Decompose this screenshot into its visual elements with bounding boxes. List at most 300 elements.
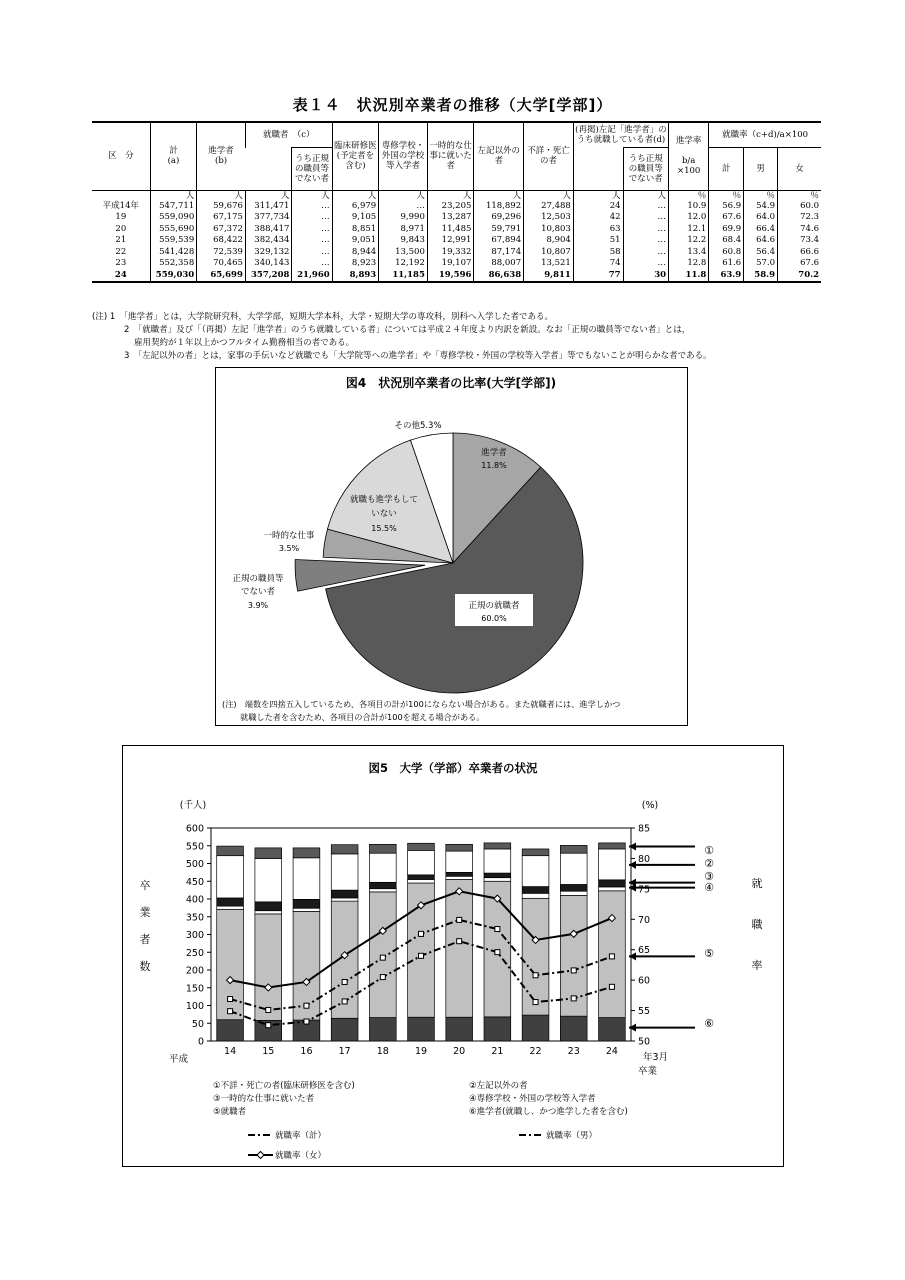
header-kei: 計 (a) [150,122,197,190]
table-cell: ％ [778,190,822,201]
table-cell: 12,192 [379,258,428,270]
bar-segment-ichiji [293,899,320,908]
table-cell: 8,851 [332,224,379,236]
table-row [92,201,821,213]
right-axis-char: 率 [751,959,763,972]
table-cell: 559,539 [150,235,197,247]
table-cell: ％ [709,190,744,201]
table-cell: 11,485 [427,224,474,236]
bar-segment-ichiji [484,873,511,878]
table-cell: 10.9 [669,201,709,213]
point-marker [342,979,347,984]
table-cell: 67,175 [197,212,246,224]
point-marker [342,999,347,1004]
table-cell: 人 [474,190,524,201]
figure4-pie-chart [216,368,687,725]
table-cell: 30 [623,270,668,283]
table-cell: 12.1 [669,224,709,236]
y-tick-label: 450 [185,876,204,888]
point-marker [228,997,233,1002]
marker-label: ① [704,844,714,857]
x-suffix-2: 卒業 [638,1066,658,1077]
point-marker [266,1007,271,1012]
figure5-title: 図5 大学（学部）卒業者の状況 [368,761,538,775]
y2-tick-label: 65 [638,945,651,957]
table-cell: 67.6 [709,212,744,224]
label-ichiji: 一時的な仕事 [263,531,315,541]
y-tick-label: 400 [185,894,204,906]
bar-segment-fusho [522,849,549,856]
table-cell: 59,791 [474,224,524,236]
bar-segment-sakki [522,856,549,887]
table-cell: 552,358 [150,258,197,270]
figure5-chart [123,746,783,1166]
bar-segment-fusho [369,844,396,853]
header-shushoku: 就職者 （c） [245,122,332,148]
y-tick-label: 50 [191,1018,204,1030]
header-senshu: 専修学校・外国の学校等入学者 [379,122,428,190]
table-row [92,258,821,270]
table-cell: 9,843 [379,235,428,247]
table-cell: 人 [379,190,428,201]
bar-segment-ichiji [255,902,282,911]
table-cell: 19 [115,212,127,222]
table-cell: 559,030 [150,270,197,283]
table-cell: 67,372 [197,224,246,236]
table-cell: 人 [427,190,474,201]
table-cell: … [623,235,668,247]
table-cell: 59,676 [197,201,246,213]
figure4-note-1: (注) 端数を四捨五入しているため、各項目の計が100にならない場合がある。また就職者には、進学しかつ [222,699,621,709]
legend-item: ⑥進学者(就職し、かつ進学した者を含む) [469,1107,628,1117]
bar-segment-sakki [484,849,511,873]
x-tick-label: 17 [338,1046,351,1057]
table14-title: 表１４ 状況別卒業者の推移（大学[学部]） [292,96,613,114]
bar-segment-fusho [217,846,244,856]
right-unit: (%) [641,800,659,811]
table-cell: 19,107 [427,258,474,270]
bar-segment-fusho [484,843,511,849]
bar-segment-ichiji [446,872,473,876]
figure4-frame [215,367,688,726]
table-cell: 68.4 [709,235,744,247]
table-cell: 51 [573,235,623,247]
table-cell: 10,807 [524,247,574,259]
label-sonota: その他5.3% [394,421,442,431]
table-cell: ％ [669,190,709,201]
table-cell: … [623,224,668,236]
table-cell: 42 [573,212,623,224]
value-seiki: 60.0% [481,614,507,623]
table-cell: 21 [115,235,127,245]
legend-line-label: 就職率（男） [546,1131,598,1141]
table-cell: 88,007 [474,258,524,270]
bar-segment-ichiji [217,898,244,906]
header-rate-male: 男 [744,148,778,191]
table-cell: 65,699 [197,270,246,283]
note-2-cont: 雇用契約が１年以上かつフルタイム勤務相当の者である。 [134,338,355,348]
point-marker [304,1019,309,1024]
table-cell: 87,174 [474,247,524,259]
table-cell: 73.4 [778,235,822,247]
header-rinsho: 臨床研修医(予定者を含む) [332,122,379,190]
header-rate-kei: 計 [709,148,744,191]
table-cell: 64.6 [744,235,778,247]
y-tick-label: 0 [197,1036,204,1048]
table-cell: 60.8 [709,247,744,259]
header-fusho: 不詳・死亡の者 [524,122,574,190]
table-cell: 311,471 [245,201,292,213]
table-cell: 11.8 [669,270,709,283]
y-tick-label: 350 [185,912,204,924]
table-cell: 人 [150,190,197,201]
value-shingaku: 11.8% [481,461,507,470]
label-hiseiki-2: でない者 [240,587,276,597]
x-tick-label: 23 [567,1046,580,1057]
table-cell: 22 [115,246,127,257]
table-cell: 12.8 [669,258,709,270]
table-cell: … [292,201,332,213]
table-cell: 70.2 [778,270,822,283]
marker-label: ② [704,857,714,870]
bar-segment-fusho [599,843,626,849]
table-cell: … [623,212,668,224]
header-saikei: (再掲)左記「進学者」のうち就職している者(d) [573,122,668,148]
table-cell: … [292,235,332,247]
table-row [92,270,821,283]
point-marker [571,996,576,1001]
header-saikei-hiseiki: うち正規の職員等でない者 [623,148,668,191]
table-cell: 63.9 [709,270,744,283]
table-cell: 人 [573,190,623,201]
figure4-title: 図4 状況別卒業者の比率(大学[学部]) [345,376,557,390]
table-cell: 23 [115,258,127,268]
marker-arrowhead [629,884,636,892]
point-marker [304,1003,309,1008]
point-marker [419,953,424,958]
table-cell: 人 [524,190,574,201]
legend-item: ⑤就職者 [213,1107,247,1117]
table-cell: 382,434 [245,235,292,247]
left-axis-char: 卒 [139,879,151,892]
y2-tick-label: 75 [638,884,651,896]
table-cell: 70,465 [197,258,246,270]
table-cell: 12.0 [669,212,709,224]
header-sakki: 左記以外の者 [474,122,524,190]
table-cell: 86,638 [474,270,524,283]
table-cell: 60.0 [778,201,822,213]
x-tick-label: 19 [414,1046,428,1057]
bar-segment-senshu [408,879,435,883]
table-cell: 67,894 [474,235,524,247]
table-cell: 118,892 [474,201,524,213]
table-cell: 388,417 [245,224,292,236]
bar-segment-shushoku [522,898,549,1015]
x-tick-label: 22 [529,1046,542,1057]
table-cell: 555,690 [150,224,197,236]
bar-segment-sakki [408,850,435,874]
bar-segment-sakki [293,858,320,900]
x-tick-label: 20 [453,1046,466,1057]
legend-item: ③一時的な仕事に就いた者 [213,1094,315,1104]
y2-tick-label: 60 [638,975,651,987]
bar-segment-ichiji [408,875,435,880]
table-cell: … [623,258,668,270]
table-cell: 13,287 [427,212,474,224]
y2-tick-label: 50 [638,1036,651,1048]
bar-segment-sakki [599,849,626,880]
marker-label: ⑥ [704,1017,714,1030]
point-marker [457,917,462,922]
label-shingaku: 進学者 [481,448,507,458]
legend-diamond-marker [257,1152,264,1159]
table-cell: 13.4 [669,247,709,259]
table-cell: ％ [744,190,778,201]
x-tick-label: 18 [376,1046,389,1057]
bar-segment-shushoku [446,879,473,1017]
bar-segment-shingaku [331,1018,358,1041]
bar-segment-fusho [560,845,587,853]
header-shushoku-hiseiki: うち正規の職員等でない者 [292,148,332,191]
table-cell: … [292,212,332,224]
x-tick-label: 15 [262,1046,275,1057]
bar-segment-senshu [446,876,473,879]
table-cell: … [292,258,332,270]
right-axis-label [752,876,763,972]
header-ichiji: 一時的な仕事に就いた者 [427,122,474,190]
note-1: (注) 1 「進学者」とは，大学院研究科，大学学部，短期大学本科，大学・短期大学の専攻科，別科へ入学した者である。 [92,312,553,322]
bar-segment-sakki [331,854,358,890]
table-row [92,224,821,236]
header-shingaku: 進学者 (b) [197,122,246,190]
bar-segment-fusho [255,848,282,859]
table-cell: 72.3 [778,212,822,224]
figure5-frame [122,745,784,1167]
point-marker [533,973,538,978]
legend-item: ②左記以外の者 [469,1081,528,1091]
point-marker [228,1009,233,1014]
table-cell: 27,488 [524,201,574,213]
x-suffix-1: 年3月 [643,1052,669,1063]
table-cell: 8,971 [379,224,428,236]
table-cell: 58 [573,247,623,259]
table-cell: 12,991 [427,235,474,247]
table-cell: 56.4 [744,247,778,259]
bar-segment-senshu [255,911,282,914]
bar-segment-ichiji [369,882,396,888]
bar-segment-ichiji [599,880,626,887]
bar-segment-ichiji [331,890,358,898]
table-cell: 平成14年 [102,200,139,211]
label-nashi-1: 就職も進学もして [349,495,419,505]
table-cell: 12,503 [524,212,574,224]
header-kubun: 区 分 [92,122,150,190]
table-cell: 64.0 [744,212,778,224]
table-cell: 13,521 [524,258,574,270]
y2-tick-label: 80 [638,853,651,865]
value-nashi: 15.5% [371,524,397,533]
bar-segment-senshu [217,906,244,909]
bar-segment-fusho [331,845,358,854]
left-axis-char: 者 [139,933,151,946]
table-cell: 56.9 [709,201,744,213]
table-cell: 63 [573,224,623,236]
y-tick-label: 250 [185,947,204,959]
point-marker [419,931,424,936]
right-axis-char: 就 [751,877,763,890]
bar-segment-shingaku [599,1018,626,1041]
y2-tick-label: 85 [638,823,651,835]
table-cell: 8,904 [524,235,574,247]
table-cell: 13,500 [379,247,428,259]
marker-label: ③ [704,870,714,883]
marker-label: ④ [704,881,714,894]
table-cell: 57.0 [744,258,778,270]
table-cell: 77 [573,270,623,283]
y2-tick-label: 70 [638,914,651,926]
bar-segment-sakki [217,856,244,898]
bar-segment-sakki [446,851,473,872]
bar-segment-fusho [446,844,473,851]
marker-arrowhead [629,952,636,960]
table-cell: 72,539 [197,247,246,259]
bar-segment-shingaku [217,1020,244,1041]
point-marker [457,939,462,944]
marker-arrowhead [629,842,636,850]
table-cell: 69,296 [474,212,524,224]
bar-segment-shingaku [446,1017,473,1041]
point-marker [609,954,614,959]
bar-segment-shushoku [255,914,282,1021]
table-cell: 67.6 [778,258,822,270]
right-axis-char: 職 [751,918,763,931]
table-cell: 559,090 [150,212,197,224]
bar-segment-shingaku [522,1015,549,1041]
left-unit: (千人) [179,800,207,811]
bar-segment-senshu [293,908,320,911]
point-marker [571,968,576,973]
x-tick-label: 21 [491,1046,504,1057]
point-marker [495,950,500,955]
bar-segment-senshu [484,878,511,882]
legend-line-label: 就職率（女） [275,1151,327,1161]
table-cell: 66.4 [744,224,778,236]
point-marker [380,975,385,980]
x-tick-label: 24 [605,1046,618,1057]
table-cell: … [623,247,668,259]
table14 [92,121,821,283]
table-cell: 19,596 [427,270,474,283]
bar-segment-ichiji [522,887,549,894]
table-cell: 61.6 [709,258,744,270]
table-row [92,247,821,259]
y-tick-label: 150 [185,983,204,995]
table-cell: 9,990 [379,212,428,224]
bar-segment-shingaku [369,1018,396,1041]
table-cell: … [379,201,428,213]
table-cell: 人 [245,190,292,201]
value-hiseiki: 3.9% [247,601,269,610]
header-shushokuritsu: 就職率（c+d)/a×100 [709,122,821,148]
table-cell: 58.9 [744,270,778,283]
table-cell: 23,205 [427,201,474,213]
table-cell: 9,811 [524,270,574,283]
table-cell: 10,803 [524,224,574,236]
left-axis-label [140,878,151,973]
legend [213,1080,628,1161]
table-cell: 8,944 [332,247,379,259]
table-cell: 24 [92,270,150,283]
bar-segment-fusho [408,843,435,850]
table-cell: 377,734 [245,212,292,224]
point-marker [609,984,614,989]
bar-segment-senshu [599,887,626,891]
legend-line-label: 就職率（計） [275,1131,327,1141]
bar-segment-senshu [560,891,587,895]
bar-segment-senshu [369,889,396,892]
table-cell: 329,132 [245,247,292,259]
table-cell: 54.9 [744,201,778,213]
label-hiseiki-1: 正規の職員等 [232,574,284,584]
table-cell: 8,893 [332,270,379,283]
table-cell: 9,051 [332,235,379,247]
marker-arrowhead [629,1024,636,1032]
table-cell: 11,185 [379,270,428,283]
y-tick-label: 200 [185,965,204,977]
marker-arrowhead [629,861,636,869]
left-axis-char: 業 [139,906,151,919]
table-cell: 人 [197,190,246,201]
table-cell: 340,143 [245,258,292,270]
table-cell: 24 [573,201,623,213]
left-axis-char: 数 [139,960,151,973]
table-cell: 人 [332,190,379,201]
bar-segment-shingaku [484,1017,511,1041]
table-cell: 541,428 [150,247,197,259]
bar-segment-shushoku [217,909,244,1019]
table-cell: 357,208 [245,270,292,283]
table-row [92,212,821,224]
y-tick-label: 100 [185,1001,204,1012]
table-cell: 19,332 [427,247,474,259]
table-cell: 6,979 [332,201,379,213]
header-rate-female: 女 [778,148,822,191]
bar-segment-sakki [255,859,282,902]
table-cell: 547,711 [150,201,197,213]
marker-label: ⑤ [704,947,714,960]
value-ichiji: 3.5% [278,544,300,553]
point-marker [533,1000,538,1005]
table-cell [92,190,150,201]
table-cell: 人 [623,190,668,201]
y2-tick-label: 55 [638,1006,651,1018]
unit-row [92,190,821,201]
table-cell: … [292,247,332,259]
bar-segment-shingaku [408,1017,435,1041]
point-marker [266,1023,271,1028]
table-cell: 66.6 [778,247,822,259]
bar-segment-sakki [369,853,396,882]
y-tick-label: 500 [185,859,204,870]
bar-segment-sakki [560,853,587,884]
bar-segment-senshu [331,898,358,901]
bar-segment-ichiji [560,884,587,891]
label-nashi-2: いない [371,509,397,519]
table-cell: 人 [292,190,332,201]
table-cell: 21,960 [292,270,332,283]
table-cell: … [292,224,332,236]
x-tick-label: 16 [300,1046,313,1057]
